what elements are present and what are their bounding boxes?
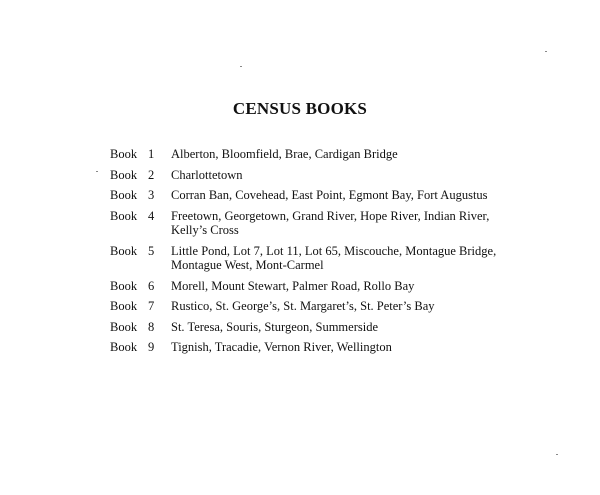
list-item [110,340,510,355]
book-number: 5 [148,243,155,258]
book-label: Book [110,278,138,293]
scan-speck [556,454,558,455]
book-number: 9 [148,340,155,354]
book-label: Book [110,208,138,223]
book-places: Corran Ban, Covehead, East Point, Egmont Bay, Fort Augustus [171,188,488,202]
book-label: Book [110,319,138,334]
book-number: 2 [148,167,155,182]
book-number: 7 [148,299,155,313]
book-places: Morell, Mount Stewart, Palmer Road, Rollo Bay [171,278,415,293]
page-title: CENSUS BOOKS [232,99,368,118]
book-number: 6 [148,278,155,293]
book-label: Book [110,147,138,161]
list-item [110,188,510,203]
book-places: Charlottetown [171,167,243,182]
list-item [110,299,510,314]
list-item [110,147,510,162]
list-item [110,209,510,238]
book-label: Book [110,299,138,313]
scan-speck [96,171,98,172]
book-places: St. Teresa, Souris, Sturgeon, Summerside [171,319,378,334]
book-places: Freetown, Georgetown, Grand River, Hope River, Indian River, Kelly’s Cross [171,208,490,237]
book-places: Little Pond, Lot 7, Lot 11, Lot 65, Miscouche, Montague Bridge, Montague West, Mont-Carmel [171,243,497,272]
book-number: 3 [148,188,155,202]
book-number: 4 [148,208,155,223]
list-item [110,168,510,183]
book-label: Book [110,167,138,182]
book-label: Book [110,188,138,202]
list-item [110,320,510,335]
book-places: Tignish, Tracadie, Vernon River, Wellington [171,340,392,354]
book-label: Book [110,340,138,354]
scan-speck [545,51,547,52]
book-label: Book [110,243,138,258]
book-number: 8 [148,319,155,334]
list-item [110,279,510,294]
book-number: 1 [148,147,155,161]
list-item [110,244,510,273]
census-books-list [110,147,510,355]
scan-speck [240,66,242,67]
book-places: Rustico, St. George’s, St. Margaret’s, St. Peter’s Bay [171,299,435,313]
book-places: Alberton, Bloomfield, Brae, Cardigan Bridge [171,147,398,161]
